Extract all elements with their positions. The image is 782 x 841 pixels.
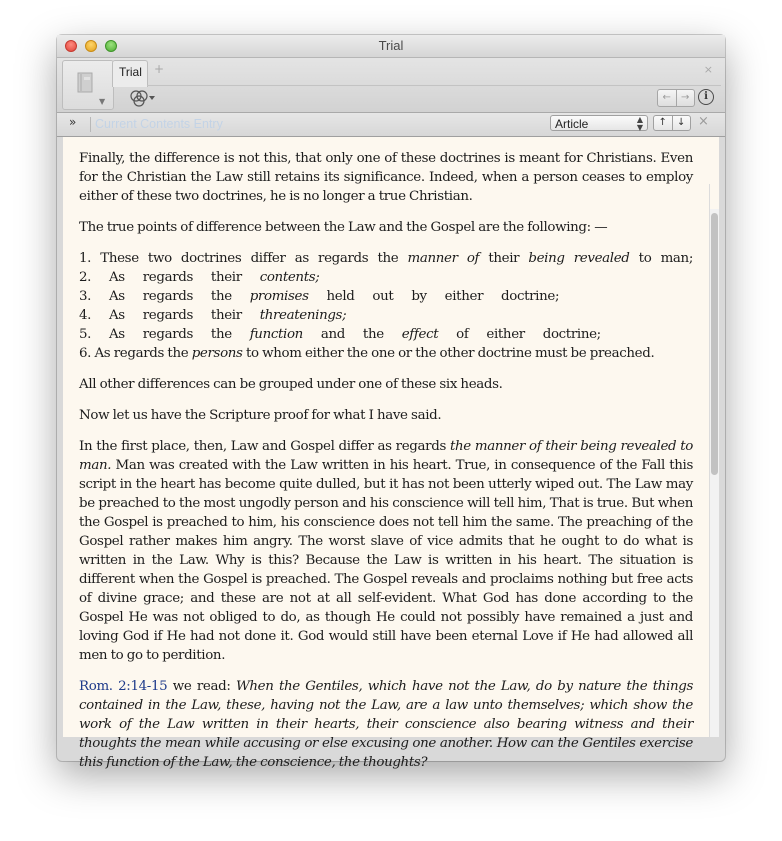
tab-divider: [147, 85, 721, 86]
list-item: 4. As regards their threatenings;: [79, 308, 347, 323]
paragraph: The true points of difference between the Law and the Gospel are the following: —: [79, 220, 608, 235]
close-contents-bar-button[interactable]: ×: [698, 114, 709, 129]
paragraph: Finally, the difference is not this, that only one of these doctrines is meant for Christians. Even for the Christian the Law still retains its significance. Indeed, when a person ceases to employ either of these two doctrines, he is no longer a true Christian.: [79, 151, 693, 204]
scripture-reference-link[interactable]: Rom. 2:14-15: [79, 679, 168, 694]
paragraph: Now let us have the Scripture proof for what I have said.: [79, 408, 442, 423]
add-tab-button[interactable]: +: [154, 62, 165, 76]
next-section-button[interactable]: ↓: [672, 116, 691, 130]
section-stepper: [653, 115, 691, 131]
section-type-value: Article: [555, 117, 589, 131]
tab-label: Trial: [119, 65, 142, 79]
current-contents-entry[interactable]: Current Contents Entry: [95, 117, 223, 131]
paragraph: Rom. 2:14-15 we read: When the Gentiles, which have not the Law, do by nature the things contained in the Law, these, having not the Law, are a law unto themselves; which show the work of the Law written in their hearts, their conscience also bearing witness and their thoughts the mean while accusing or else excusing one another. How can the Gentiles exercise this function of the Law, the conscience, the thoughts?: [79, 679, 693, 770]
list-item: 5. As regards the function and the effect of either doctrine;: [79, 327, 601, 342]
vertical-scrollbar[interactable]: [709, 209, 719, 737]
updown-arrows-icon: ▲ ▼: [636, 115, 643, 132]
list-item: 6. As regards the persons to whom either the one or the other doctrine must be preached.: [79, 346, 655, 361]
app-window: [57, 35, 725, 770]
close-tab-button[interactable]: ×: [703, 63, 713, 76]
list-item: 2. As regards their contents;: [79, 270, 320, 285]
list-item: 1. These two doctrines differ as regards the manner of their being revealed to man;: [79, 251, 693, 266]
expand-sidebar-button[interactable]: »: [69, 115, 77, 129]
library-button[interactable]: [62, 60, 114, 110]
scrollbar-header: [709, 184, 719, 210]
info-icon[interactable]: i: [698, 89, 714, 105]
forward-button[interactable]: →: [676, 90, 695, 106]
previous-section-button[interactable]: ↑: [658, 117, 667, 128]
toolbar: [57, 58, 725, 113]
title-bar: [57, 35, 725, 58]
contents-bar: [57, 113, 725, 137]
difference-list: [79, 249, 693, 363]
history-navigation: [657, 89, 695, 107]
section-type-select[interactable]: [550, 115, 648, 131]
divider: [90, 117, 91, 132]
paragraph: All other differences can be grouped under one of these six heads.: [79, 377, 503, 392]
parallel-resources-icon[interactable]: [129, 89, 155, 107]
paragraph: In the first place, then, Law and Gospel differ as regards the manner of their being revealed to man. Man was created with the Law written in his heart. True, in consequence of the Fall this script in the heart has become quite dulled, but it has not been utterly wiped out. The Law may be preached to the most ungodly person and his conscience will tell him, That is true. But when the Gospel is preached to him, his conscience does not tell him the same. The preaching of the Gospel rather makes him angry. The worst slave of vice admits that he ought to do what is written in the Law. Why is this? Because the Law is written in his heart. The situation is different when the Gospel is preached. The Gospel reveals and proclaims nothing but free acts of divine grace; and these are not at all self-evident. What God has done according to the Gospel He was not obliged to do, as though He could not possibly have remained a just and loving God if He had not done it. God would still have been eternal Love if He had allowed all men to go to perdition.: [79, 439, 694, 663]
chevron-down-icon: ▼: [99, 97, 106, 106]
list-item: 3. As regards the promises held out by either doctrine;: [79, 289, 560, 304]
book-icon: [76, 71, 96, 95]
article-view[interactable]: [63, 137, 719, 770]
tab-trial[interactable]: [112, 60, 148, 87]
back-button[interactable]: ←: [662, 92, 671, 103]
window-title: Trial: [378, 38, 404, 53]
article-text: [79, 149, 693, 784]
scrollbar-thumb[interactable]: [711, 213, 718, 475]
